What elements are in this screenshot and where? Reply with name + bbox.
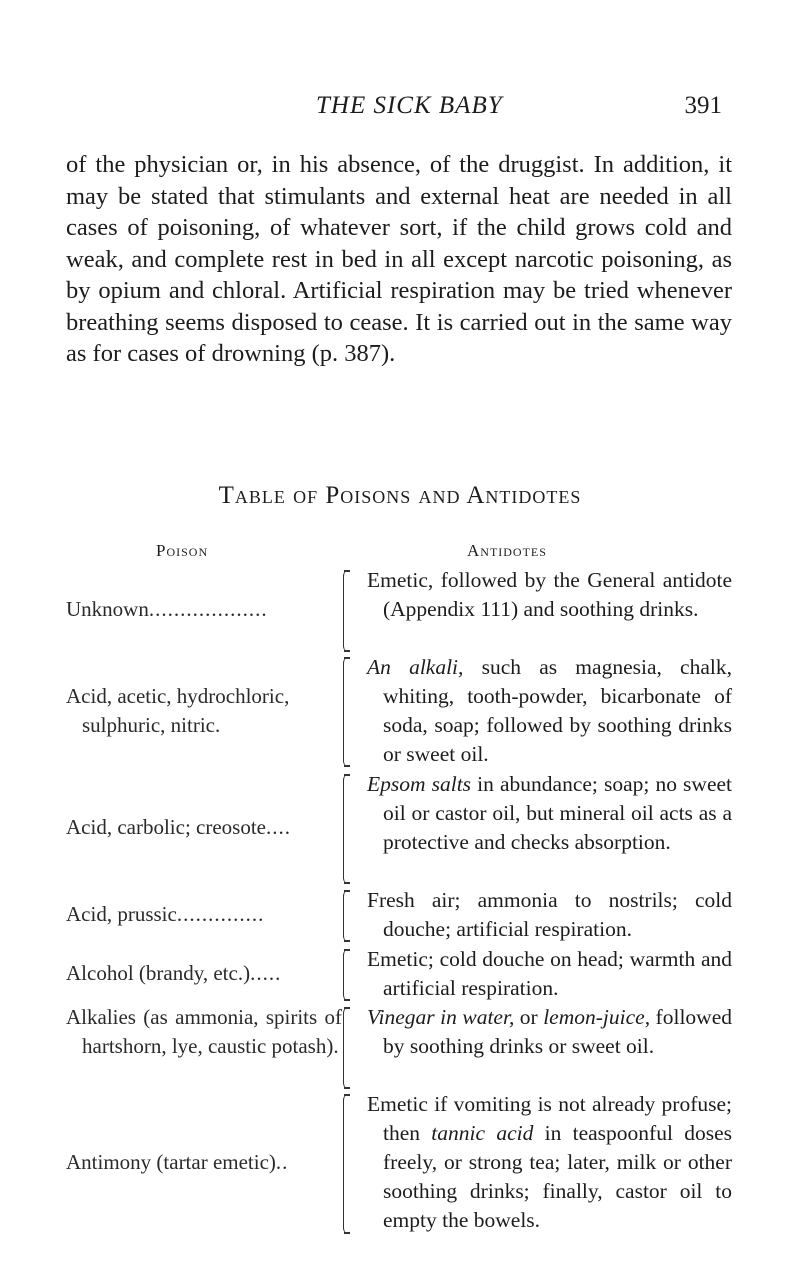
bracket (343, 570, 354, 652)
running-header (0, 92, 800, 132)
bracket (343, 1094, 354, 1234)
antidote-cell: Epsom salts in abundance; soap; no sweet oil or castor oil, but mineral oil acts as a protective and checks absorption. (367, 772, 732, 854)
poison-cell: Acid, prussic.............. (66, 902, 265, 926)
table-title: Table of Poisons and Antidotes (218, 482, 582, 509)
antidote-cell: Vinegar in water, or lemon-juice, followed by soothing drinks or sweet oil. (367, 1005, 732, 1058)
bracket (343, 657, 354, 767)
leader-dots: .............. (176, 902, 265, 926)
poison-cell: Antimony (tartar emetic).. (66, 1150, 289, 1174)
poison-cell: Acid, carbolic; creosote.... (66, 815, 291, 839)
bracket (343, 774, 354, 884)
antidote-cell: Emetic if vomiting is not already profuse; then tannic acid in teaspoonful doses freely, or strong tea; later, milk or other soothing drinks; finally, castor oil to empty the bowels. (367, 1092, 732, 1232)
bracket (343, 1007, 354, 1089)
poison-cell: Unknown................... (66, 597, 268, 621)
bracket (343, 890, 354, 942)
bracket (343, 949, 354, 1001)
page-number: 391 (684, 92, 722, 119)
poison-column-header: Poison (156, 541, 209, 560)
antidote-cell: Fresh air; ammonia to nostrils; cold douche; artificial respiration. (367, 888, 732, 941)
leader-dots: ..... (250, 961, 282, 985)
running-title: THE SICK BABY (316, 92, 503, 119)
leader-dots: ................... (148, 597, 268, 621)
poison-cell: Acid, acetic, hydrochloric, sulphuric, nitric. (66, 684, 290, 737)
poison-cell: Alcohol (brandy, etc.)..... (66, 961, 282, 985)
leader-dots: .... (266, 815, 291, 839)
antidote-cell: Emetic; cold douche on head; warmth and artificial respiration. (367, 947, 732, 1000)
leader-dots: .. (275, 1150, 289, 1174)
antidote-cell: Emetic, followed by the General antidote (Appendix 111) and soothing drinks. (367, 568, 732, 621)
intro-paragraph: of the physician or, in his absence, of the druggist. In addition, it may be stated that stimulants and external heat are needed in all cases of poisoning, of whatever sort, if the child grows cold and weak, and complete rest in bed in all except narcotic poisoning, as by opium and chloral. Artificial respiration may be tried whenever breathing seems disposed to cease. It is carried out in the same way as for cases of drowning (p. 387). (66, 151, 732, 367)
antidotes-column-header: Antidotes (467, 541, 547, 560)
antidote-cell: An alkali, such as magnesia, chalk, whiting, tooth-powder, bicarbonate of soda, soap; followed by soothing drinks or sweet oil. (367, 655, 732, 766)
poison-cell: Alkalies (as ammonia, spirits of hartshorn, lye, caustic potash). (66, 1005, 342, 1058)
